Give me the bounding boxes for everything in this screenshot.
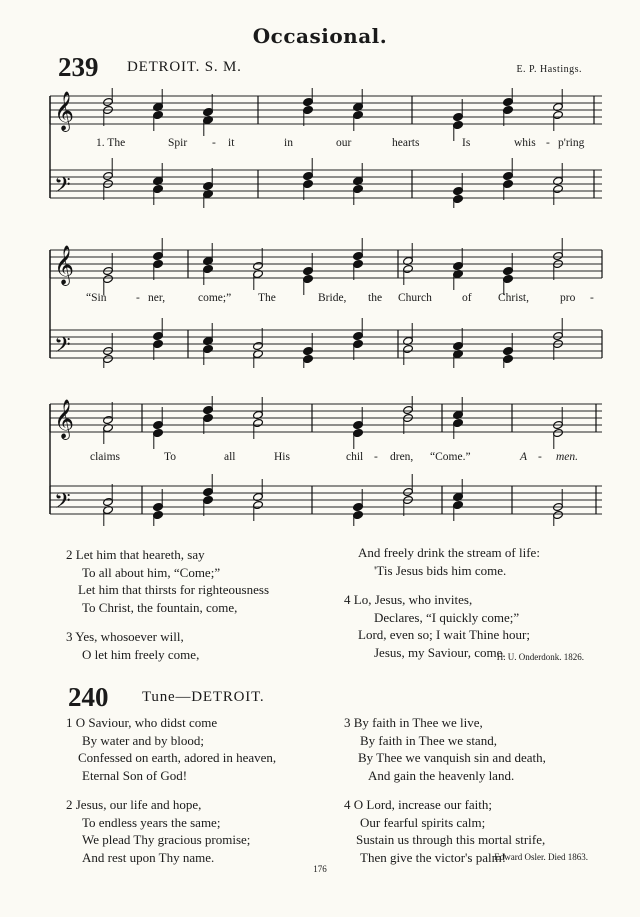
lyric-syllable: in — [284, 137, 293, 149]
verse-line: Sustain us through this mortal strife, — [356, 832, 546, 847]
lyric-syllable: the — [368, 292, 383, 304]
verse-line: By water and by blood; — [82, 732, 205, 748]
verse-line: 'Tis Jesus bids him come. — [374, 562, 507, 578]
hymn240-verses-left — [66, 714, 276, 866]
verse-line: By Thee we vanquish sin and death, — [358, 750, 546, 765]
verse-line: Declares, “I quickly come;” — [374, 609, 520, 625]
lyric-syllable: men. — [556, 451, 579, 463]
lyric-syllable: To — [164, 451, 176, 463]
verse-line: Then give the victor's palm! — [360, 849, 507, 865]
verse-line: We plead Thy gracious promise; — [82, 832, 251, 847]
verse-line: 3 By faith in Thee we live, — [344, 715, 483, 730]
attribution-240: Edward Osler. Died 1863. — [494, 852, 588, 862]
lyric-syllable: our — [336, 137, 352, 149]
verse-line: 4 O Lord, increase our faith; — [344, 797, 493, 812]
lyric-syllable: chil — [346, 451, 364, 463]
verse-line: By faith in Thee we stand, — [360, 732, 497, 748]
lyrics-line-3 — [52, 451, 604, 467]
lyric-syllable: dren, — [390, 451, 414, 463]
attribution-239: H. U. Onderdonk. 1826. — [496, 652, 584, 662]
verse-line: And gain the heavenly land. — [368, 767, 515, 783]
verse-line: To Christ, the fountain, come, — [82, 599, 238, 615]
verse-line: 4 Lo, Jesus, who invites, — [344, 592, 473, 607]
verse-line: 2 Jesus, our life and hope, — [66, 797, 202, 812]
section-title: Occasional. — [252, 24, 388, 48]
lyric-syllable: p'ring — [558, 137, 585, 149]
lyric-syllable: pro — [560, 292, 576, 304]
lyric-syllable: - — [374, 451, 378, 463]
verse-line: Jesus, my Saviour, come. — [374, 644, 506, 660]
bass-clef: 𝄢 — [54, 489, 71, 519]
verse-line: Let him that thirsts for righteousness — [78, 582, 270, 597]
verse-line: And freely drink the stream of life: — [358, 545, 540, 560]
lyric-syllable: come;” — [198, 292, 232, 304]
tune-name-240: Tune—DETROIT. — [142, 689, 265, 705]
verse-line: Eternal Son of God! — [82, 767, 188, 783]
lyric-syllable: The — [258, 292, 276, 304]
lyric-syllable: “Sin — [86, 292, 107, 304]
verse-line: 3 Yes, whosoever will, — [66, 629, 184, 644]
treble-clef: 𝄞 — [54, 399, 75, 439]
composer: E. P. Hastings. — [516, 64, 582, 75]
verse-line: To endless years the same; — [82, 814, 221, 830]
lyric-syllable: - — [538, 451, 542, 463]
verse-line: Confessed on earth, adored in heaven, — [78, 750, 277, 765]
verse-line: And rest upon Thy name. — [82, 849, 215, 865]
verse-line: Lord, even so; I wait Thine hour; — [358, 627, 530, 642]
lyric-syllable: 1. The — [96, 137, 126, 149]
treble-clef: 𝄞 — [54, 91, 75, 131]
lyric-syllable: His — [274, 451, 290, 463]
lyric-syllable: it — [228, 137, 235, 149]
lyric-syllable: - — [546, 137, 550, 149]
hymn240-verses-right — [344, 714, 546, 866]
lyric-syllable: ner, — [148, 292, 166, 304]
hymn239-verses-left — [66, 546, 269, 663]
lyric-syllable: all — [224, 451, 236, 463]
lyric-syllable: Church — [398, 292, 432, 304]
lyric-syllable: - — [136, 292, 140, 304]
bass-clef: 𝄢 — [54, 173, 71, 203]
lyric-syllable: A — [520, 451, 528, 463]
verse-line: To all about him, “Come;” — [82, 564, 221, 580]
verse-line: 1 O Saviour, who didst come — [66, 715, 218, 730]
lyric-syllable: Is — [462, 137, 471, 149]
lyric-syllable: - — [590, 292, 594, 304]
lyric-syllable: - — [212, 137, 216, 149]
lyric-syllable: Spir — [168, 137, 188, 149]
lyric-syllable: whis — [514, 137, 536, 149]
lyric-syllable: hearts — [392, 137, 420, 149]
verse-line: O let him freely come, — [82, 646, 200, 662]
lyric-syllable: Christ, — [498, 292, 529, 304]
page-number: 176 — [313, 864, 327, 874]
lyric-syllable: Bride, — [318, 292, 347, 304]
lyrics-line-2 — [52, 292, 604, 308]
verse-line: Our fearful spirits calm; — [360, 814, 486, 830]
hymn-number-239: 239 — [58, 52, 99, 82]
tune-name-239: DETROIT. S. M. — [127, 59, 242, 75]
lyrics-line-1 — [52, 137, 604, 153]
verse-line: 2 Let him that heareth, say — [66, 547, 205, 562]
treble-clef: 𝄞 — [54, 245, 75, 285]
lyric-syllable: “Come.” — [430, 451, 471, 463]
hymn-number-240: 240 — [68, 682, 109, 712]
lyric-syllable: claims — [90, 451, 121, 463]
hymn239-verses-right — [344, 544, 540, 661]
bass-clef: 𝄢 — [54, 333, 71, 363]
lyric-syllable: of — [462, 292, 472, 304]
